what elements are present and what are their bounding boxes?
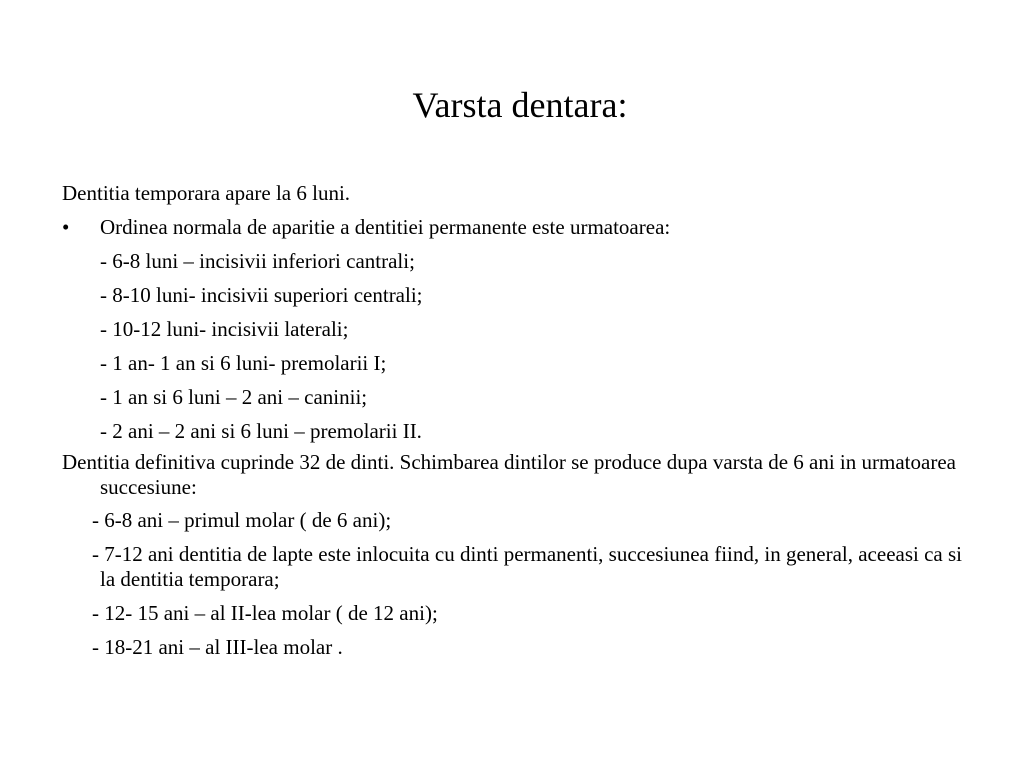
sub-item-multiline: - 7-12 ani dentitia de lapte este inlocuita cu dinti permanenti, succesiunea fiind, in general, aceeasi ca si la dentitia temporara;: [92, 542, 962, 591]
slide-title: Varsta dentara:: [412, 85, 628, 125]
sub-item: - 18-21 ani – al III-lea molar .: [92, 635, 343, 659]
bullet-item-order: [62, 215, 962, 240]
paragraph-permanent-dentition: Dentitia definitiva cuprinde 32 de dinti. Schimbarea dintilor se produce dupa varsta de 6 ani in urmatoarea succesiune:: [62, 450, 956, 499]
sub-item: - 2 ani – 2 ani si 6 luni – premolarii II.: [100, 419, 422, 443]
slide-body: [62, 181, 962, 669]
sub-item: - 8-10 luni- incisivii superiori centrali;: [100, 283, 423, 307]
bullet-text: Ordinea normala de aparitie a dentitiei permanente este urmatoarea:: [100, 215, 671, 239]
sub-item: - 1 an si 6 luni – 2 ani – caninii;: [100, 385, 368, 409]
line-temporary-dentition: Dentitia temporara apare la 6 luni.: [62, 181, 351, 205]
sub-item: - 12- 15 ani – al II-lea molar ( de 12 ani);: [92, 601, 438, 625]
sub-item: - 1 an- 1 an si 6 luni- premolarii I;: [100, 351, 387, 375]
sub-item: - 6-8 ani – primul molar ( de 6 ani);: [92, 508, 392, 532]
sub-item: - 6-8 luni – incisivii inferiori cantrali;: [100, 249, 415, 273]
bullet-icon: •: [62, 215, 70, 239]
sub-item: - 10-12 luni- incisivii laterali;: [100, 317, 349, 341]
